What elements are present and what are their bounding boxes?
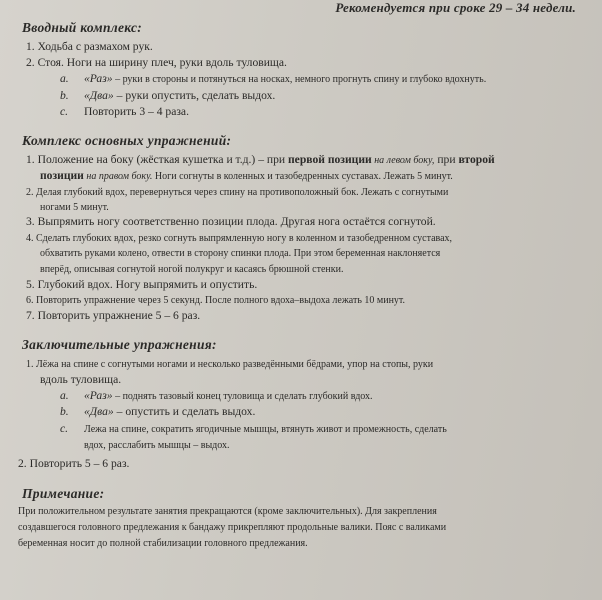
main-item-3: 3. Выпрямить ногу соответственно позиции плода. Другая нога остаётся согнутой.	[26, 215, 436, 228]
final-sub-a-text: – поднять тазовый конец туловища и сделать глубокий вдох.	[112, 391, 373, 402]
main-heading: Комплекс основных упражнений:	[22, 133, 232, 148]
intro-sub-c-text: Повторить 3 – 4 раза.	[84, 105, 189, 118]
main-item-4-cont-2: вперёд, описывая согнутой ногой полукруг и касаясь брюшной стенки.	[40, 264, 344, 275]
final-item-1-text: 1. Лёжа на спине с согнутыми ногами и несколько разведёнными бёдрами, упор на стопы, руки	[26, 359, 434, 370]
intro-sub-a	[60, 72, 486, 87]
recommendation-note: Рекомендуется при сроке 29 – 34 недели.	[335, 0, 576, 15]
final-heading: Заключительные упражнения:	[22, 337, 217, 352]
intro-sub-a-text: – руки в стороны и потянуться на носках, немного прогнуть спину и глубоко вдохнуть.	[112, 74, 487, 85]
final-item-1-line-2: вдоль туловища.	[40, 373, 122, 386]
final-sub-b-marker: b.	[60, 405, 69, 418]
note-heading: Примечание:	[22, 486, 105, 501]
main-item-2-cont: ногами 5 минут.	[40, 202, 109, 213]
final-sub-b-text: – опустить и сделать выдох.	[113, 405, 256, 418]
main-item-4-text: 4. Сделать глубоких вдох, резко согнуть выпрямленную ногу в коленном и тазобедренном суставах,	[26, 233, 453, 244]
main-item-2-line-1	[26, 185, 448, 200]
final-item-2: 2. Повторить 5 – 6 раз.	[18, 457, 130, 470]
intro-heading: Вводный комплекс:	[22, 20, 143, 35]
intro-sub-b-marker: b.	[60, 89, 69, 102]
final-sub-c-line-2	[84, 438, 230, 453]
final-sub-a-count: «Раз»	[84, 389, 113, 402]
main-item-4-line-2	[40, 246, 440, 261]
final-sub-a-marker: a.	[60, 389, 69, 402]
final-sub-a	[60, 389, 373, 404]
final-sub-c-marker: c.	[60, 422, 69, 435]
main-item-1-start: 1. Положение на боку (жёсткая кушетка и т.д.) – при	[26, 153, 288, 166]
final-sub-c-text: Лежа на спине, сократить ягодичные мышцы, втянуть живот и промежность, сделать	[84, 424, 447, 435]
main-item-1-end: Ноги согнуты в коленных и тазобедренных суставах. Лежать 5 минут.	[152, 171, 453, 182]
final-sub-b-count: «Два»	[84, 405, 114, 418]
main-item-1-position: позиции	[40, 169, 84, 182]
note-text-3: беременная носит до полной стабилизации головного предлежания.	[18, 538, 308, 549]
note-text-2: создавшегося головного предлежания к бандажу прикрепляют продольные валики. Пояс с валиками	[18, 522, 447, 533]
main-item-1-second: второй	[458, 153, 495, 166]
intro-sub-c	[60, 105, 189, 119]
final-sub-c-line-1	[60, 422, 447, 437]
main-item-1-line-2	[40, 169, 453, 184]
main-item-1-at: при	[434, 153, 459, 166]
main-item-2-line-2	[40, 200, 109, 215]
intro-sub-a-marker: a.	[60, 72, 69, 85]
intro-item-1: 1. Ходьба с размахом рук.	[26, 40, 153, 53]
main-item-6	[26, 293, 405, 308]
main-item-2-text: 2. Делая глубокий вдох, перевернуться через спину на противоположный бок. Лежать с согнутыми	[26, 187, 449, 198]
note-text-1: При положительном результате занятия прекращаются (кроме заключительных). Для закрепления	[18, 506, 437, 517]
final-sub-b	[60, 405, 255, 419]
note-line-1	[18, 504, 437, 519]
intro-item-2: 2. Стоя. Ноги на ширину плеч, руки вдоль туловища.	[26, 56, 287, 69]
intro-sub-b	[60, 89, 275, 103]
main-item-1-first-position: первой позиции	[288, 153, 372, 166]
intro-sub-b-text: – руки опустить, сделать выдох.	[113, 89, 276, 102]
note-line-2	[18, 520, 446, 535]
final-item-1-line-1	[26, 357, 433, 372]
intro-sub-a-count: «Раз»	[84, 72, 113, 85]
main-item-7: 7. Повторить упражнение 5 – 6 раз.	[26, 309, 201, 322]
main-item-6-text: 6. Повторить упражнение через 5 секунд. После полного вдоха–выдоха лежать 10 минут.	[26, 295, 406, 306]
main-item-4-line-3	[40, 262, 343, 277]
main-item-4-line-1	[26, 231, 452, 246]
main-item-4-cont-1: обхватить руками колено, отвести в сторону спинки плода. При этом беременная наклоняется	[40, 248, 441, 259]
intro-sub-c-marker: c.	[60, 105, 69, 118]
intro-sub-b-count: «Два»	[84, 89, 114, 102]
main-item-1-right-side: на правом боку.	[83, 171, 153, 182]
main-item-1-left-side: на левом боку,	[371, 155, 435, 166]
main-item-1-line-1	[26, 153, 495, 168]
note-line-3	[18, 536, 308, 551]
main-item-5: 5. Глубокий вдох. Ногу выпрямить и опустить.	[26, 278, 258, 291]
final-sub-c-cont: вдох, расслабить мышцы – выдох.	[84, 440, 230, 451]
